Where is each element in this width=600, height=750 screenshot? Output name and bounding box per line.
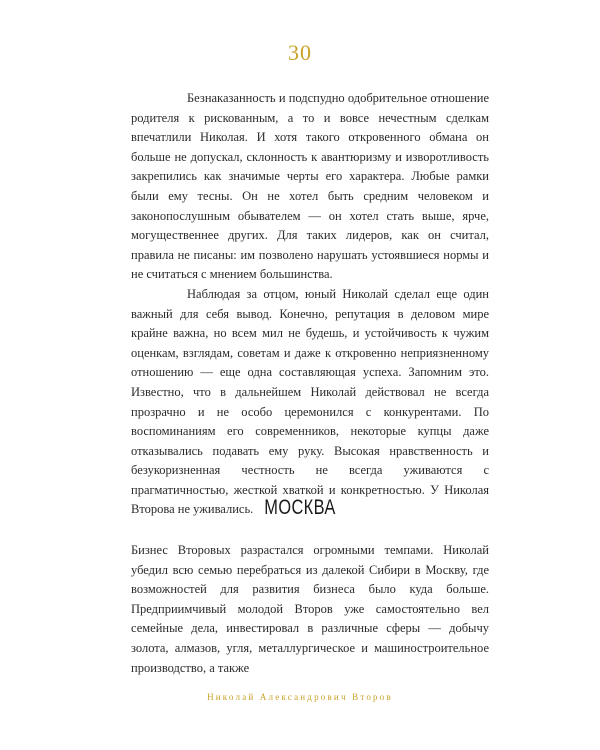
page-number: 30 [288, 40, 312, 65]
body-text-top [131, 89, 489, 520]
body-text-bottom [131, 541, 489, 678]
paragraph: Бизнес Второвых разрастался огромными темпами. Николай убедил всю семью перебраться из далекой Сибири в Москву, где возможностей для развития бизнеса было куда больше. Предприимчивый молодой Второв уже самостоятельно вел семейные дела, инвестировал в различные сферы — добычу золота, алмазов, угля, металлургическое и машиностроительное производство, а также [131, 543, 489, 675]
section-heading: МОСКВА [264, 496, 336, 519]
running-footer: Николай Александрович Второв [207, 692, 393, 702]
paragraph: Наблюдая за отцом, юный Николай сделал еще один важный для себя вывод. Конечно, репутация в деловом мире крайне важна, но всем мил не будешь, и устойчивость к чужим оценкам, взглядам, советам и даже к откровенно неприязненному отношению — еще одна составляющая успеха. Запомним это. Известно, что в дальнейшем Николай действовал не всегда прозрачно и не особо церемонился с конкурентами. По воспоминаниям его современников, некоторые купцы даже отказывались подавать ему руку. Высокая нравственность и безукоризненная честность не всегда уживаются с прагматичностью, жесткой хваткой и конкретностью. У Николая Второва не уживались. [131, 286, 489, 517]
paragraph: Безнаказанность и подспудно одобрительное отношение родителя к рискованным, а то и вовсе нечестным сделкам впечатлили Николая. И хотя такого откровенного обмана он больше не допускал, склонность к авантюризму и изворотливость закрепились как значимые черты его характера. Любые рамки были ему тесны. Он не хотел быть средним человеком и законопослушным обывателем — он хотел стать выше, ярче, могущественнее других. Для таких лидеров, как он считал, правила не писаны: им позволено нарушать устоявшиеся нормы и не считаться с мнением большинства. [131, 91, 489, 282]
